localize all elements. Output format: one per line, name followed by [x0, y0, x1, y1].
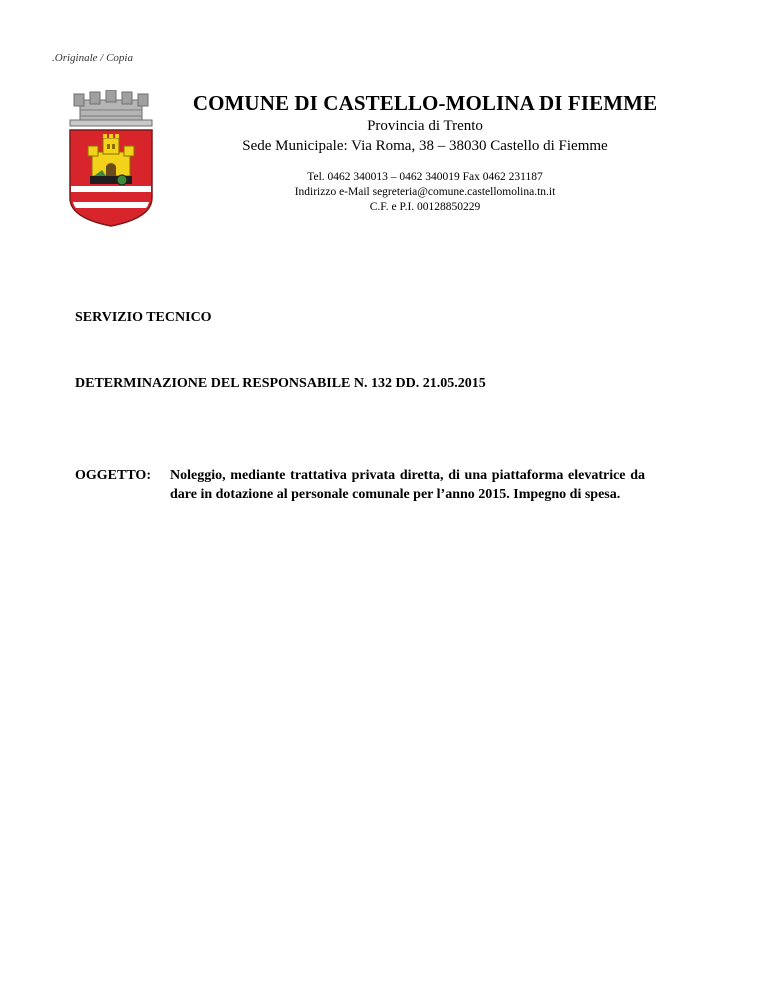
crown-icon	[70, 90, 152, 126]
contacts-block	[190, 170, 660, 215]
subject-text: Noleggio, mediante trattativa privata diretta, di una piattaforma elevatrice da dare in dotazione al personale comunale per l’anno 2015. Impegno di spesa.	[170, 468, 645, 502]
tax-id-line: C.F. e P.I. 00128850229	[369, 201, 481, 213]
phone-line: Tel. 0462 340013 – 0462 340019 Fax 0462 231187	[307, 171, 543, 183]
determination-heading: DETERMINAZIONE DEL RESPONSABILE N. 132 DD. 21.05.2015	[75, 376, 486, 391]
copy-note: .Originale / Copia	[52, 52, 133, 64]
subject-label: OGGETTO:	[75, 468, 151, 483]
province-line: Provincia di Trento	[367, 118, 483, 134]
email-line: Indirizzo e-Mail segreteria@comune.castellomolina.tn.it	[294, 186, 556, 198]
address-line: Sede Municipale: Via Roma, 38 – 38030 Castello di Fiemme	[242, 138, 608, 154]
municipality-header	[190, 90, 660, 215]
coat-of-arms-icon	[66, 90, 156, 228]
subject-block	[75, 466, 645, 504]
department-heading: SERVIZIO TECNICO	[75, 310, 212, 325]
municipality-title: COMUNE DI CASTELLO-MOLINA DI FIEMME	[192, 91, 658, 115]
